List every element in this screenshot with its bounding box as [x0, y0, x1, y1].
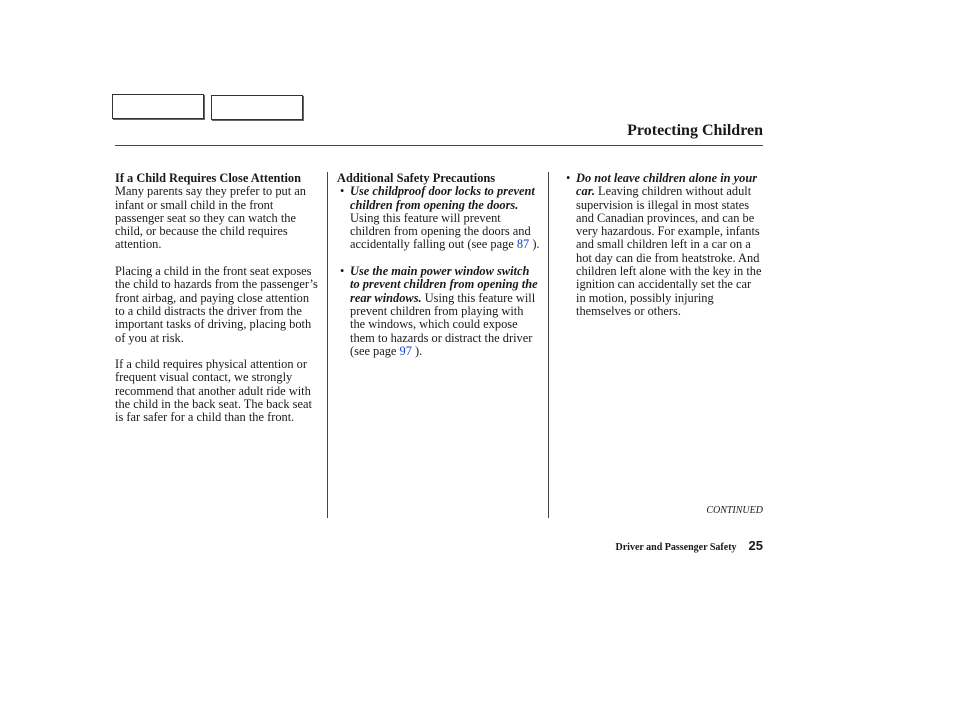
page-title: Protecting Children: [627, 122, 763, 139]
paragraph: Many parents say they prefer to put an infant or small child in the front passenger seat so they can watch the child, or because the child requires attention.: [115, 184, 306, 252]
bullet-item-door-locks: [337, 185, 541, 251]
nav-tab-box-2[interactable]: [211, 95, 303, 120]
bullet-text: Using this feature will prevent children from opening the doors and accidentally falling out (see page: [350, 210, 531, 252]
bullet-item-leave-children: [563, 172, 763, 318]
bullet-text-end: ).: [411, 343, 423, 358]
bullet-text: Leaving children without adult supervision is illegal in most states and Canadian provinces, and can be very hazardous. For example, infants and small children left in a car on a hot day can die from heatstroke. And children left alone with the key in the ignition can accidentally set the car in motion, possibly injuring themselves or others.: [576, 184, 762, 318]
column-1: [115, 172, 321, 438]
column-3: [563, 172, 763, 332]
bullet-lead: Use the main power window switch to prevent children from opening the rear windows.: [350, 264, 538, 305]
bullet-lead: Do not leave children alone in your car.: [576, 171, 758, 199]
bullet-icon: •: [340, 184, 345, 199]
continued-label: CONTINUED: [706, 505, 763, 516]
page-reference-link[interactable]: 97: [399, 343, 412, 358]
footer-section-title: Driver and Passenger Safety: [615, 542, 737, 553]
page-footer: [616, 537, 763, 555]
bullet-item-power-window: [337, 265, 541, 358]
column-2: [337, 172, 541, 371]
page-reference-link[interactable]: 87: [516, 237, 530, 252]
column-divider-1: [327, 172, 328, 518]
bullet-icon: •: [340, 264, 345, 279]
column-divider-2: [548, 172, 549, 518]
section-heading-close-attention: If a Child Requires Close Attention: [115, 171, 301, 185]
page-number: 25: [748, 538, 763, 553]
paragraph: Placing a child in the front seat exposes the child to hazards from the passenger’s front airbag, and paying close attention to a child distracts the driver from the important tasks of driving, placing both of you at risk.: [115, 264, 318, 345]
paragraph: If a child requires physical attention or frequent visual contact, we strongly recommend that another adult ride with the child in the back seat. The back seat is far safer for a child than the front.: [115, 357, 312, 425]
nav-tab-box-1[interactable]: [112, 94, 204, 119]
bullet-icon: •: [566, 171, 571, 185]
bullet-text: Using this feature will prevent children from playing with the windows, which could expose them to hazards or distract the driver (see page: [350, 290, 536, 358]
section-heading-safety-precautions: Additional Safety Precautions: [337, 171, 496, 185]
bullet-lead: Use childproof door locks to prevent children from opening the doors.: [350, 184, 535, 212]
title-rule: [115, 145, 763, 146]
bullet-text-end: ).: [529, 237, 540, 252]
